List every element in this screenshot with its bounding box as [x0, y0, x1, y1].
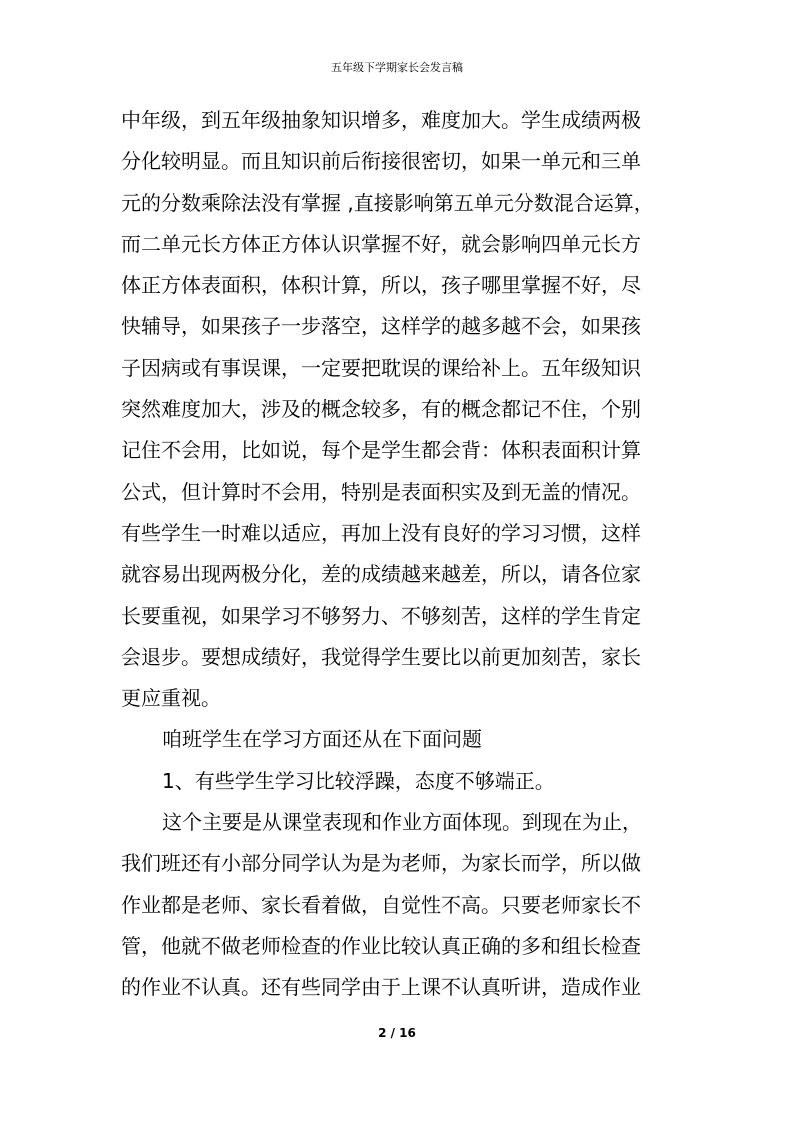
text-line: 我们班还有小部分同学认为是为老师，为家长而学，所以做 [121, 851, 641, 876]
text-line: 子因病或有事误课，一定要把耽误的课给补上。五年级知识 [121, 355, 641, 380]
text-line: 体正方体表面积，体积计算，所以，孩子哪里掌握不好，尽 [121, 273, 641, 298]
text-line: 快辅导，如果孩子一步落空，这样学的越多越不会，如果孩 [121, 314, 641, 339]
page-header: 五年级下学期家长会发言稿 [331, 61, 463, 74]
text-line: 1、有些学生学习比较浮躁，态度不够端正。 [162, 768, 555, 793]
text-line: 有些学生一时难以适应，再加上没有良好的学习习惯，这样 [121, 520, 641, 545]
text-line: 会退步。要想成绩好，我觉得学生要比以前更加刻苦，家长 [121, 644, 641, 669]
text-line: 咱班学生在学习方面还从在下面问题 [162, 727, 482, 752]
text-line: 公式，但计算时不会用，特别是表面积实及到无盖的情况。 [121, 479, 641, 504]
text-line: 这个主要是从课堂表现和作业方面体现。到现在为止， [162, 810, 642, 835]
text-line: 作业都是老师、家长看着做，自觉性不高。只要老师家长不 [121, 892, 641, 917]
document-body [121, 100, 681, 1009]
page-number: 2 / 16 [378, 1026, 416, 1040]
text-line: 分化较明显。而且知识前后衔接很密切，如果一单元和三单 [121, 149, 641, 174]
text-line: 记住不会用，比如说，每个是学生都会背：体积表面积计算 [121, 438, 641, 463]
text-line: 的作业不认真。还有些同学由于上课不认真听讲，造成作业 [121, 975, 641, 1000]
text-line: 中年级，到五年级抽象知识增多，难度加大。学生成绩两极 [121, 108, 641, 132]
text-line: 突然难度加大，涉及的概念较多，有的概念都记不住，个别 [121, 397, 641, 422]
text-line: 就容易出现两极分化，差的成绩越来越差，所以，请各位家 [121, 562, 641, 587]
text-line: 管，他就不做老师检查的作业比较认真正确的多和组长检查 [121, 933, 641, 958]
text-line: 更应重视。 [121, 686, 221, 711]
text-line: 而二单元长方体正方体认识掌握不好，就会影响四单元长方 [121, 231, 641, 256]
text-line: 长要重视，如果学习不够努力、不够刻苦，这样的学生肯定 [121, 603, 641, 628]
text-line: 元的分数乘除法没有掌握 ,直接影响第五单元分数混合运算， [121, 190, 654, 215]
